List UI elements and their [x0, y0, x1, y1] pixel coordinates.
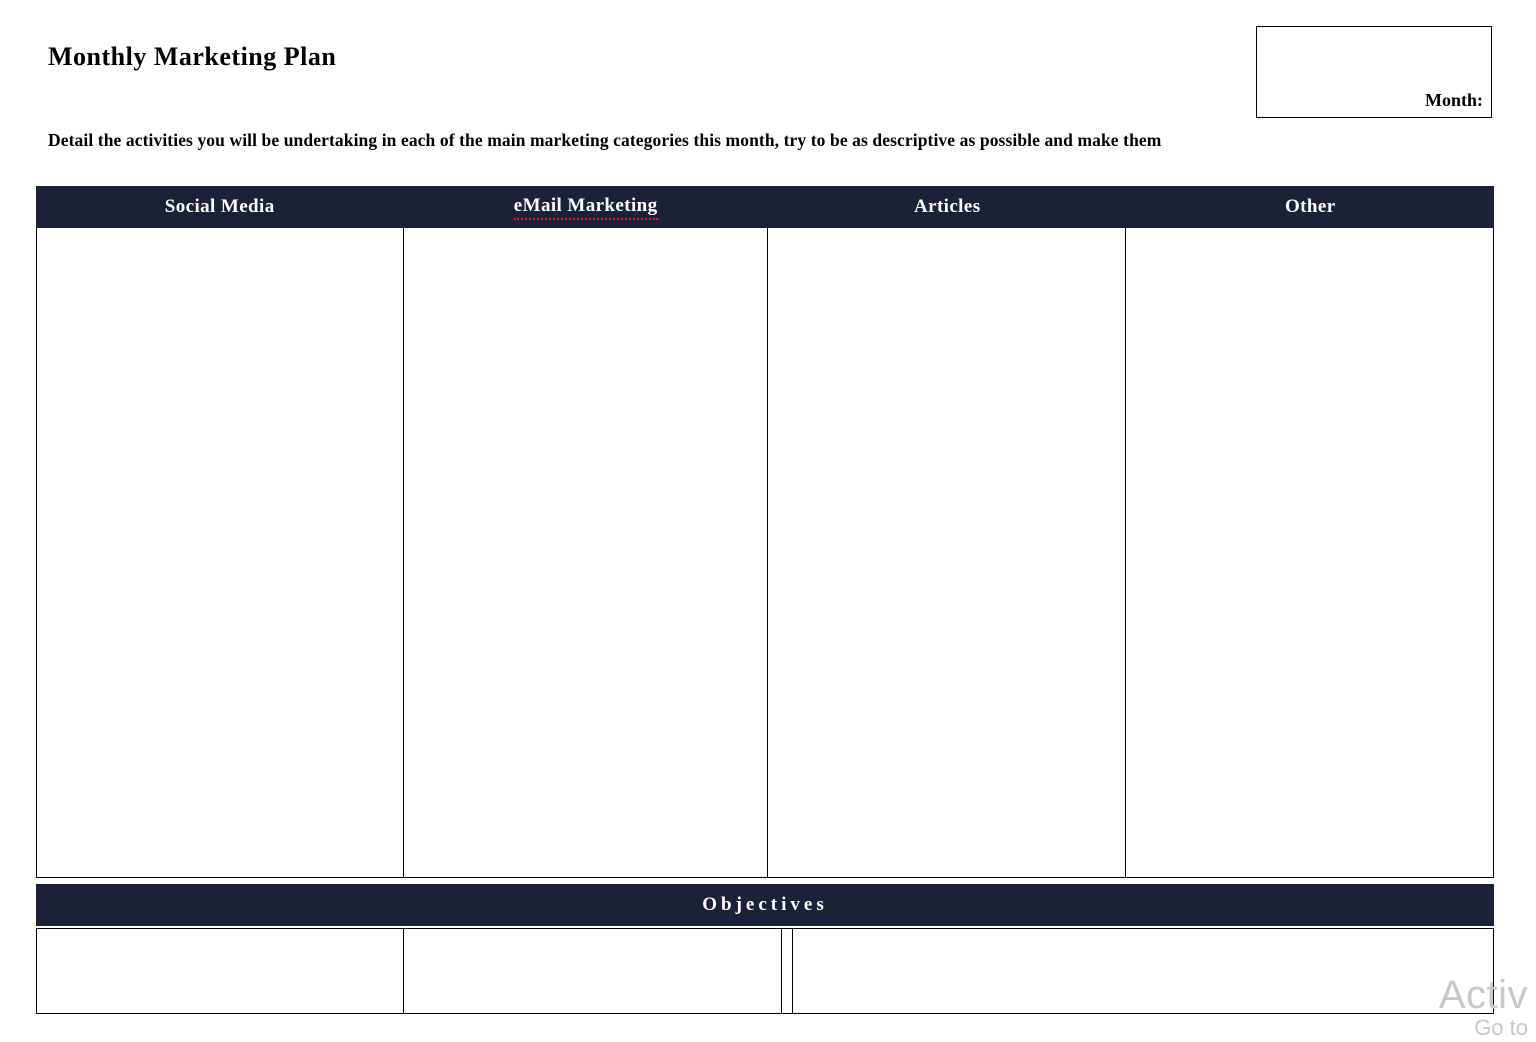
- column-header-email-marketing: [403, 186, 768, 228]
- column-header-articles: Articles: [913, 196, 981, 217]
- cell-articles[interactable]: [768, 228, 1126, 877]
- cell-email-marketing[interactable]: [404, 228, 768, 877]
- objectives-row: [36, 928, 1494, 1014]
- objectives-cell-4[interactable]: [793, 929, 1493, 1013]
- page-title: Monthly Marketing Plan: [48, 42, 337, 71]
- column-header-email-marketing-label: eMail Marketing: [514, 195, 658, 220]
- table-body-row: [36, 228, 1494, 878]
- table-header-row: [36, 186, 1494, 228]
- column-header-social-media: Social Media: [164, 196, 275, 217]
- column-header-other: Other: [1284, 196, 1336, 217]
- cell-other[interactable]: [1126, 228, 1493, 877]
- watermark-line-2: Go to: [1474, 1015, 1528, 1040]
- objectives-cell-3[interactable]: [782, 929, 792, 1013]
- marketing-plan-table: [36, 186, 1494, 1016]
- month-field-box[interactable]: [1256, 26, 1492, 118]
- objectives-cell-1[interactable]: [37, 929, 404, 1013]
- cell-social-media[interactable]: [37, 228, 404, 877]
- objectives-header: Objectives: [36, 884, 1494, 926]
- month-label: Month:: [1425, 90, 1483, 110]
- intro-paragraph: Detail the activities you will be undertaking in each of the main marketing categories this month, try to be as descriptive as possible and make them: [48, 130, 1162, 150]
- watermark-line-1: Activ: [1438, 973, 1528, 1017]
- objectives-cell-2[interactable]: [404, 929, 783, 1013]
